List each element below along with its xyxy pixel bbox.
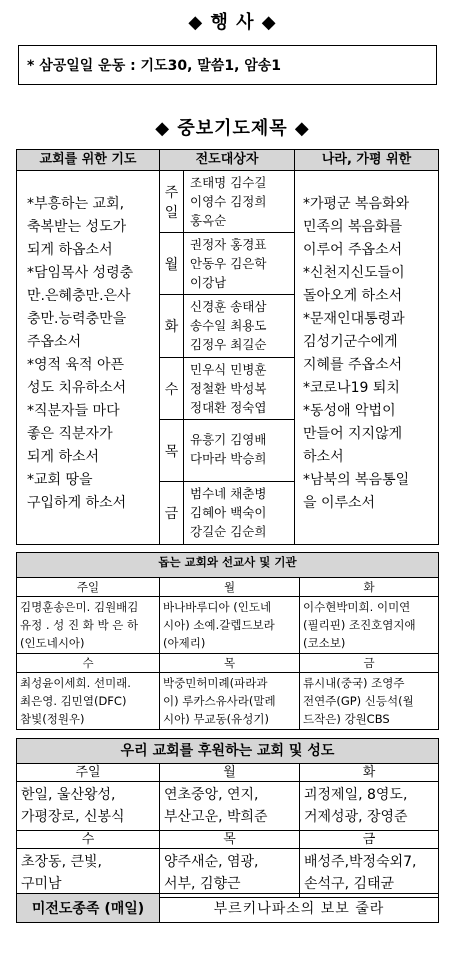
events-title: ◆ 행 사 ◆ [188,12,277,33]
prayer-title: ◆ 중보기도제목 ◆ [155,118,310,139]
sponsor-cell: 초장동, 큰빛, 구미남 [17,849,160,898]
support-cell: 김명훈송은미. 김원배김 유정 . 성 진 화 박 은 하 (인도네시아) [17,597,160,654]
support-cell: 바나바루디아 (인도네 시아) 소예.갈렙드보라 (아제리) [160,597,300,654]
nation-line: 김성기군수에게 [303,334,398,350]
church-line: 충만.능력충만을 [27,311,127,327]
sponsor-day: 금 [300,831,439,849]
header-targets: 전도대상자 [160,150,295,171]
nation-line: *신천지신도들이 [303,265,405,281]
church-line: 좋은 직분자가 [27,426,113,442]
sponsor-day: 목 [160,831,300,849]
sponsor-cell: 한일, 울산왕성, 가평장로, 신봉식 [17,782,160,831]
support-day: 금 [300,654,439,673]
church-line: 되게 하소서 [27,449,100,465]
nation-line: 을 이루소서 [303,495,376,511]
support-day: 주일 [17,578,160,597]
support-day: 수 [17,654,160,673]
target-names: 유흥기 김영배 다마라 박승희 [184,420,295,482]
day-label: 수 [160,358,184,420]
church-line: 축복받는 성도가 [27,219,127,235]
support-cell: 이수현박미희. 이미연 (필리핀) 조진호염지애 (코소보) [300,597,439,654]
sponsor-cell: 괴정제일, 8영도, 거제성광, 장영준 [300,782,439,831]
church-line: *교회 땅을 [27,472,93,488]
nation-line: *동성애 악법이 [303,403,396,419]
sponsor-day: 수 [17,831,160,849]
church-line: 만.은혜충만.은사 [27,288,131,304]
day-label: 금 [160,482,184,545]
day-label: 주 일 [160,171,184,233]
mission-label: 미전도종족 (매일) [17,894,160,923]
church-prayer-list [17,171,160,545]
day-label: 월 [160,233,184,295]
mission-value: 부르키나파소의 보보 줄라 [160,894,439,923]
sponsor-cell: 연초중앙, 연지, 부산고운, 박희준 [160,782,300,831]
support-table [16,552,439,730]
support-cell: 류시내(중국) 조영주 전연주(GP) 신등석(월 드작은) 강원CBS [300,673,439,730]
church-line: *영적 육적 아픈 [27,357,125,373]
church-line: 되게 하옵소서 [27,242,113,258]
sponsor-title: 우리 교회를 후원하는 교회 및 성도 [17,739,439,764]
support-title: 돕는 교회와 선교사 및 기관 [17,553,439,578]
church-line: 구입하게 하소서 [27,495,127,511]
mission-table [16,893,439,923]
church-line: 주옵소서 [27,334,82,350]
support-day: 월 [160,578,300,597]
church-line: 성도 치유하소서 [27,380,127,396]
support-day: 목 [160,654,300,673]
nation-line: 만들어 지지않게 [303,426,403,442]
day-label: 목 [160,420,184,482]
events-line: * 삼공일일 운동 : 기도30, 말씀1, 암송1 [27,58,282,74]
support-cell: 최성윤이세희. 선미래. 최은영. 김민열(DFC) 참빛(정원우) [17,673,160,730]
nation-line: *코로나19 퇴치 [303,380,400,396]
nation-line: *남북의 복음통일 [303,472,410,488]
sponsor-cell: 배성주,박정숙외7, 손석구, 김태균 [300,849,439,898]
nation-line: 하소서 [303,449,344,465]
nation-line: *가평군 복음화와 [303,196,410,212]
day-label: 화 [160,295,184,358]
sponsor-day: 화 [300,764,439,782]
support-cell: 박중민허미례(파라과 이) 루카스유사라(말레 시아) 무교동(유성기) [160,673,300,730]
target-names: 범수네 채춘병 김혜아 백숙이 강길순 김순희 [184,482,295,545]
target-names: 권정자 홍경표 안동우 김은학 이강남 [184,233,295,295]
nation-line: 지혜를 주옵소서 [303,357,403,373]
target-names: 신경훈 송태삼 송수일 최용도 김정우 최길순 [184,295,295,358]
header-church: 교회를 위한 기도 [17,150,160,171]
church-line: *직분자들 마다 [27,403,120,419]
header-nation: 나라, 가평 위한 [295,150,439,171]
target-names: 민우식 민병훈 정철환 박성복 정대환 정숙엽 [184,358,295,420]
nation-prayer-list [295,171,439,545]
prayer-table [16,149,439,545]
events-box [18,45,437,85]
nation-line: *문재인대통령과 [303,311,405,327]
sponsor-day: 주일 [17,764,160,782]
nation-line: 돌아오게 하소서 [303,288,403,304]
nation-line: 이루어 주옵소서 [303,242,403,258]
sponsor-day: 월 [160,764,300,782]
sponsor-cell: 양주새순, 염광, 서부, 김향근 [160,849,300,898]
church-line: *담임목사 성령충 [27,265,134,281]
target-names: 조태명 김수길 이영수 김정희 홍옥순 [184,171,295,233]
church-line: *부흥하는 교회, [27,196,125,212]
support-day: 화 [300,578,439,597]
sponsor-table [16,738,439,898]
nation-line: 민족의 복음화를 [303,219,403,235]
